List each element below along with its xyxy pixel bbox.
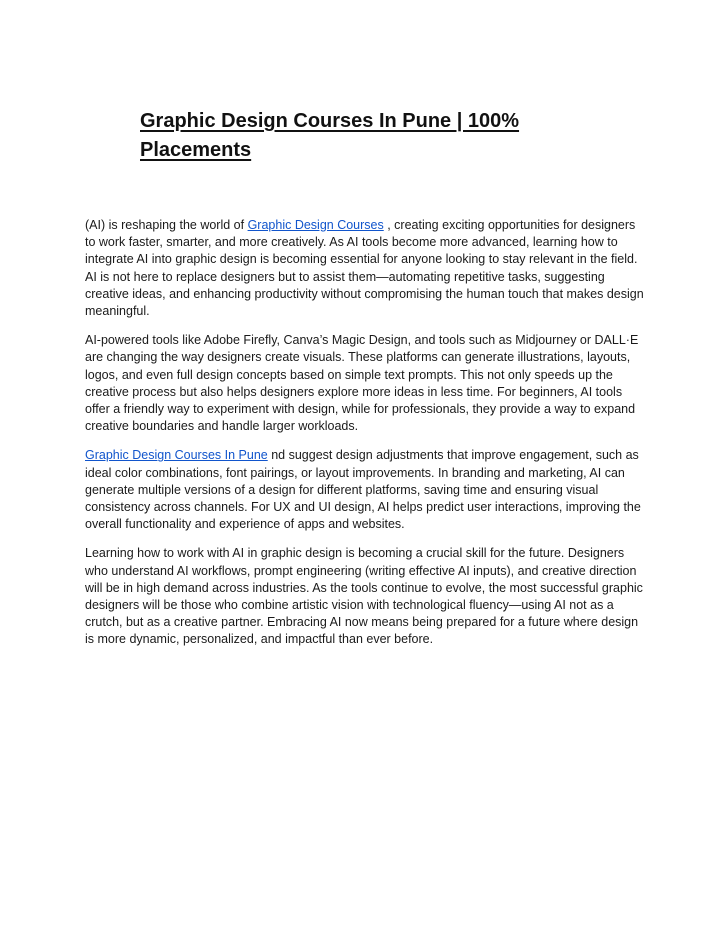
graphic-design-courses-in-pune-link[interactable]: Graphic Design Courses In Pune	[85, 448, 268, 463]
article-body	[85, 217, 645, 661]
paragraph-1-intro: (AI) is reshaping the world of	[85, 218, 248, 232]
paragraph-3-rest: nd suggest design adjustments that improve engagement, such as ideal color combinations, font pairings, or layout improvements. In branding and marketing, AI can generate multiple versions of a design for different platforms, saving time and ensuring visual consistency across channels. For UX and UI design, AI helps predict user interactions, improving the overall functionality and experience of apps and websites.	[85, 448, 641, 532]
paragraph-2: AI-powered tools like Adobe Firefly, Canva’s Magic Design, and tools such as Midjourney or DALL·E are changing the way designers create visuals. These platforms can generate illustrations, layouts, logos, and even full design concepts based on simple text prompts. This not only speeds up the creative process but also helps designers explore more ideas in less time. For beginners, AI tools offer a friendly way to experiment with design, while for professionals, they provide a way to expand creative boundaries and handle larger workloads.	[85, 333, 639, 434]
paragraph-1-rest: , creating exciting opportunities for designers to work faster, smarter, and more creatively. As AI tools become more advanced, learning how to integrate AI into graphic design is becoming essential for anyone looking to stay relevant in the field. AI is not here to replace designers but to assist them—automating repetitive tasks, suggesting creative ideas, and enhancing productivity without compromising the human touch that makes design meaningful.	[85, 218, 644, 319]
page-title: Graphic Design Courses In Pune | 100% Placements	[140, 110, 520, 161]
paragraph-1	[85, 217, 645, 320]
paragraph-3	[85, 447, 645, 533]
paragraph-4: Learning how to work with AI in graphic design is becoming a crucial skill for the future. Designers who understand AI workflows, prompt engineering (writing effective AI inputs), and creative direction will be in high demand across industries. As the tools continue to evolve, the most successful graphic designers will be those who combine artistic vision with technological fluency—using AI not as a crutch, but as a creative partner. Embracing AI now means being prepared for a future where design is more dynamic, personalized, and impactful than ever before.	[85, 546, 643, 647]
graphic-design-courses-link[interactable]: Graphic Design Courses	[247, 218, 384, 232]
